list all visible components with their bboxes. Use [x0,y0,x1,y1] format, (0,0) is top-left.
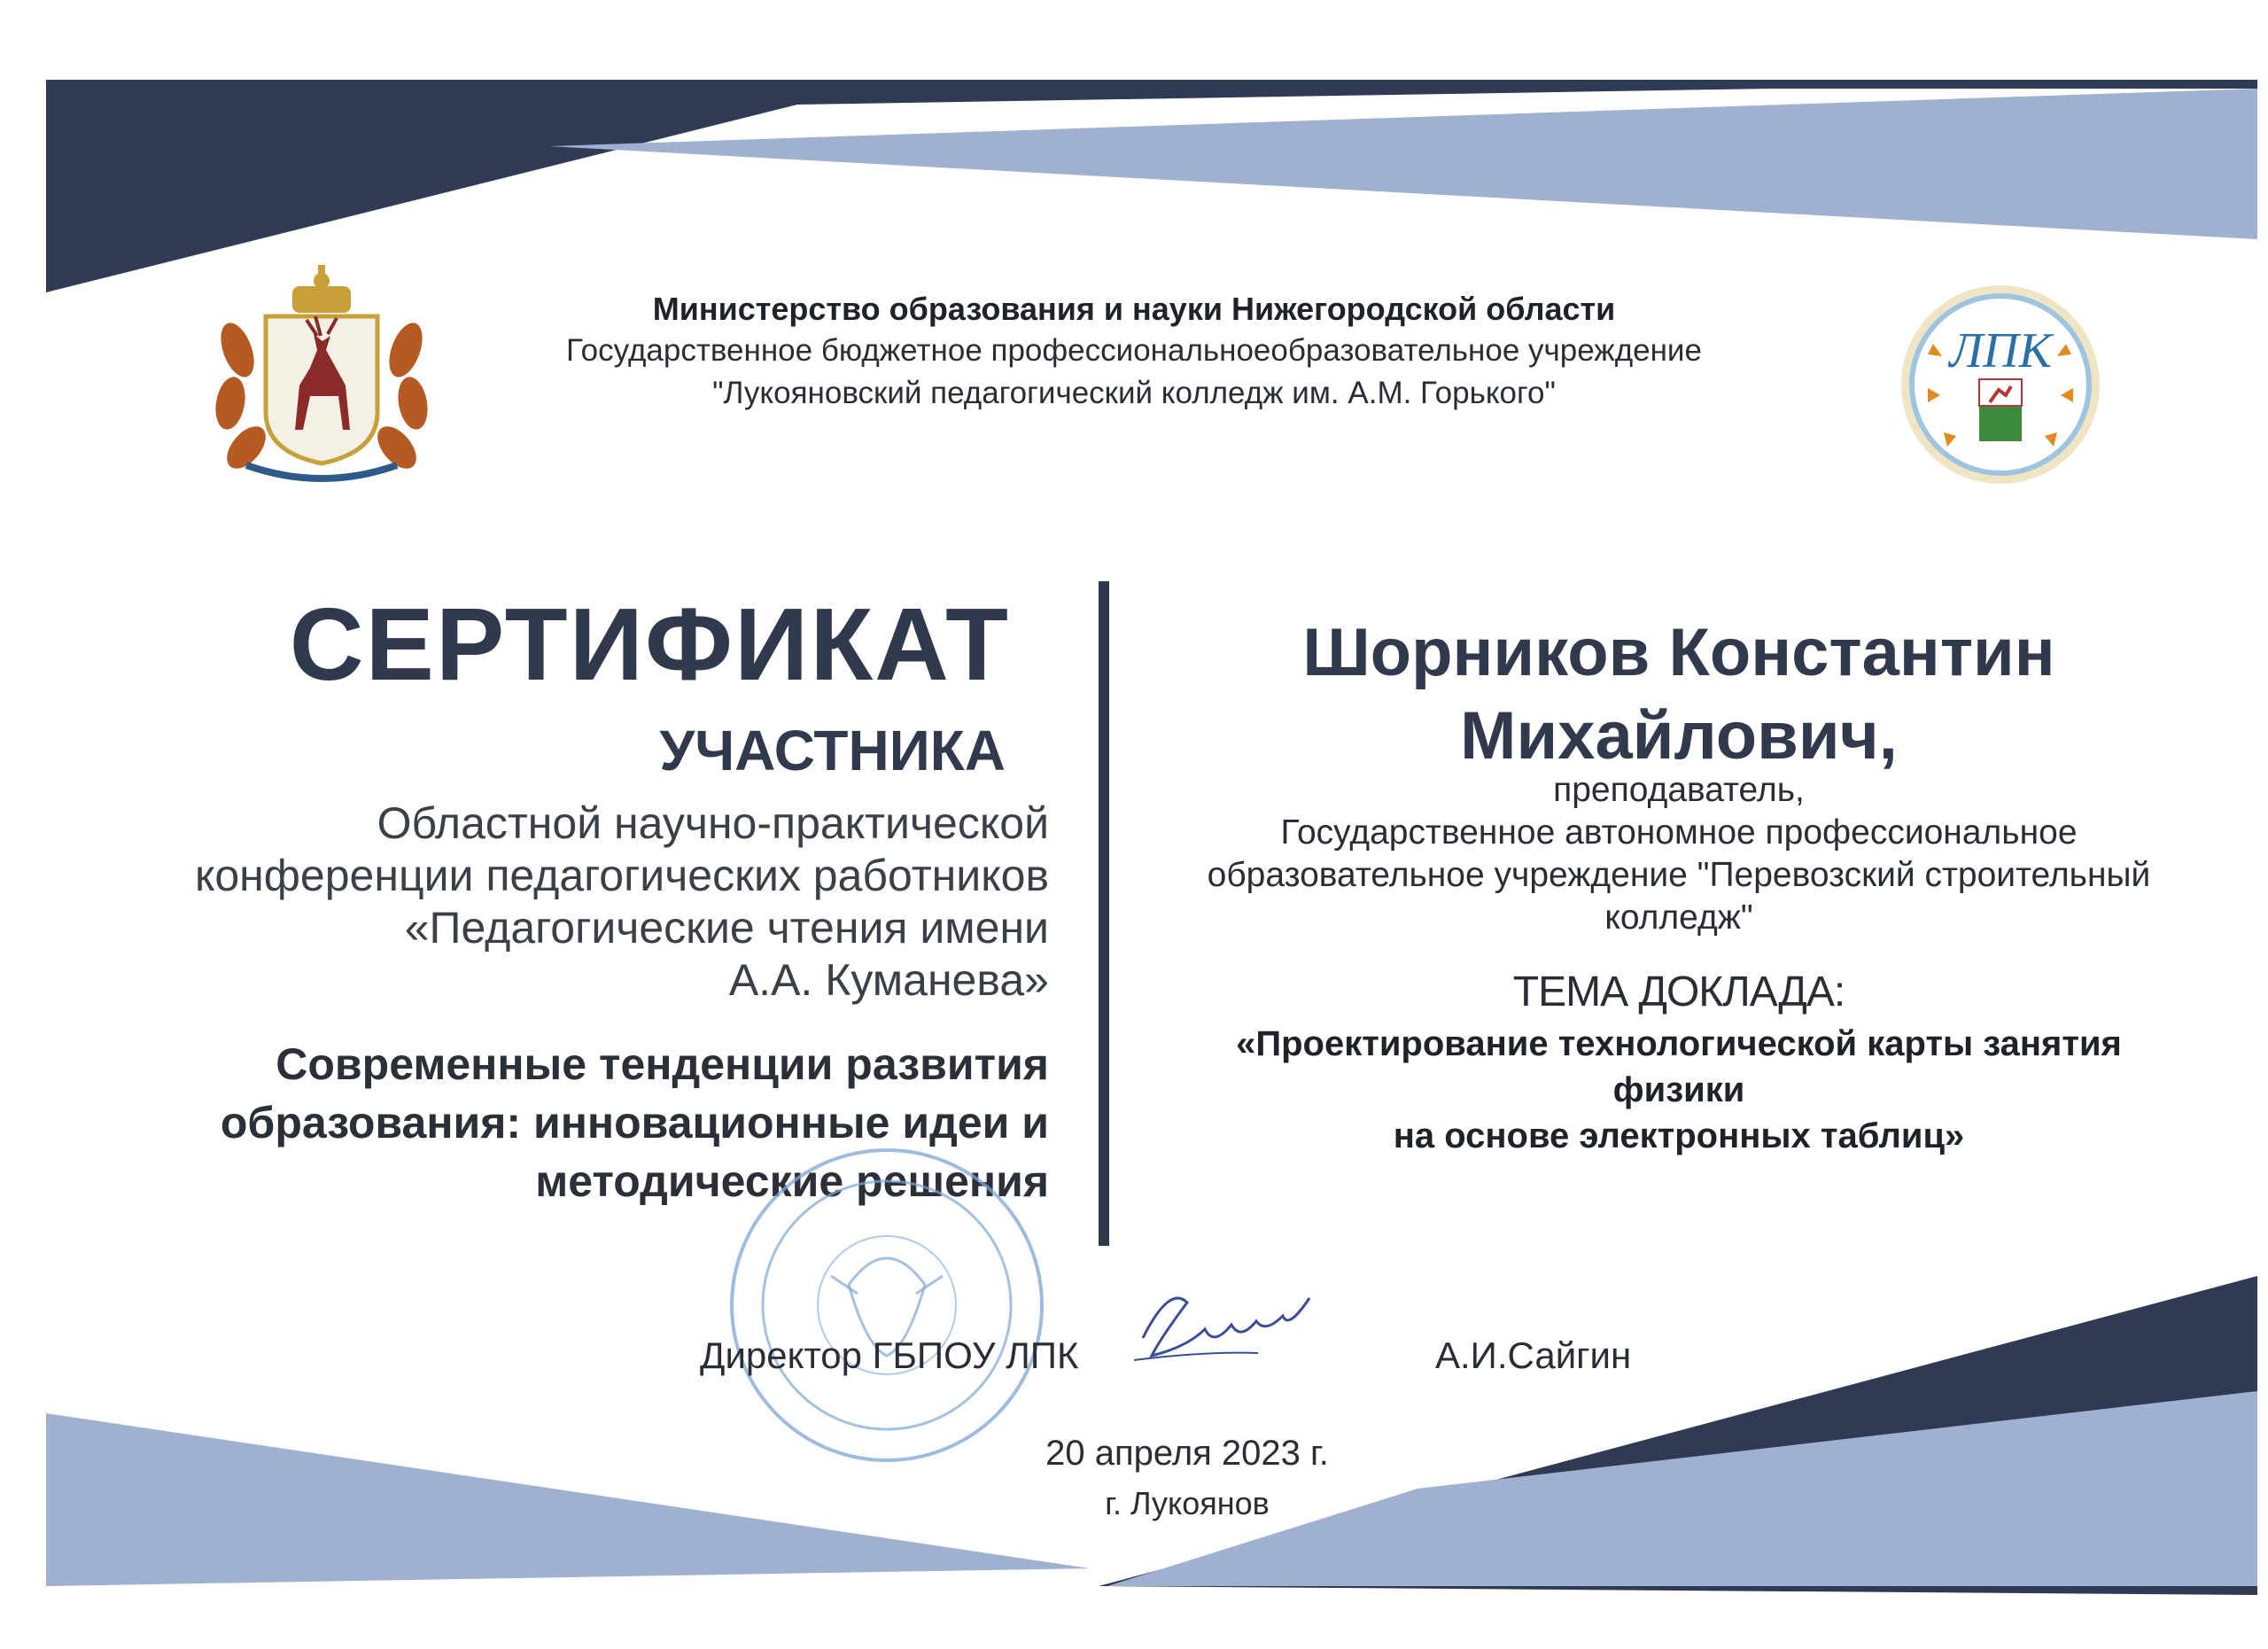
report-theme [1169,1021,2188,1159]
position-line: Государственное автономное профессиональное [1280,813,2078,852]
certificate-subtitle: УЧАСТНИКА [659,719,1006,782]
vertical-divider [1099,581,1109,1246]
logo-text: ЛПК [1949,323,2052,378]
issue-date: 20 апреля 2023 г. [1045,1434,1329,1473]
conference-line: «Педагогические чтения имени [404,903,1049,953]
name-line: Шорников Константин [1302,615,2055,690]
conference-line: Областной научно-практической [377,798,1049,848]
issue-city: г. Лукоянов [1105,1485,1270,1521]
topic-line: Современные тенденции развития [276,1039,1049,1089]
name-line: Михайлович, [1460,698,1898,774]
recipient-name [1169,611,2188,778]
college-logo-icon [1898,282,2103,487]
theme-label: ТЕМА ДОКЛАДА: [1512,968,1845,1015]
coat-of-arms-icon [211,261,432,483]
certificate-title: СЕРТИФИКАТ [289,587,1010,702]
topic-line: образования: инновационные идеи и [220,1098,1049,1147]
topic-line: методические решения [535,1156,1049,1206]
official-stamp [725,1143,1049,1467]
director-name: А.И.Сайгин [1435,1334,1632,1376]
signature-image [1116,1276,1338,1382]
conference-name [21,797,1049,1007]
director-title: Директор ГБПОУ ЛПК [700,1334,1079,1376]
position-line: преподаватель, [1553,771,1805,809]
conference-line: А.А. Куманева» [728,955,1049,1005]
theme-line: «Проектирование технологической карты занятия физики [1236,1024,2122,1109]
top-light-band [549,89,2257,239]
conference-line: конференции педагогических работников [194,851,1049,900]
position-line: образовательное учреждение "Перевозский строительный [1207,856,2151,894]
ministry-name: Министерство образования и науки Нижегородской области [652,291,1616,327]
theme-line: на основе электронных таблиц» [1393,1116,1965,1155]
recipient-position [1169,769,2188,939]
position-line: колледж" [1604,898,1753,937]
institution-line: Государственное бюджетное профессиональноеобразовательное учреждение [566,333,1702,368]
college-name: "Лукояновский педагогический колледж им. А.М. Горького" [712,376,1556,410]
